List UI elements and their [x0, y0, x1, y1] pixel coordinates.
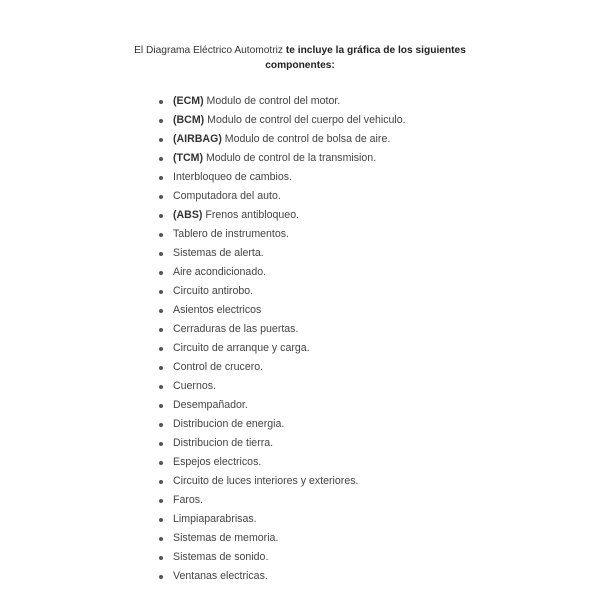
bullet-icon — [159, 119, 163, 123]
component-code: (BCM) — [173, 114, 205, 126]
list-item — [158, 377, 406, 396]
list-item — [158, 529, 406, 548]
component-label: Modulo de control del cuerpo del vehiculo. — [204, 114, 406, 126]
component-label: Ventanas electricas. — [173, 570, 268, 582]
component-code: (ECM) — [173, 95, 204, 107]
component-label: Limpiaparabrisas. — [173, 513, 257, 525]
list-item — [158, 301, 406, 320]
bullet-icon — [159, 195, 163, 199]
component-label: Frenos antibloqueo. — [202, 209, 300, 221]
list-item — [158, 320, 406, 339]
list-item — [158, 434, 406, 453]
component-code: (TCM) — [173, 152, 204, 164]
list-item — [158, 168, 406, 187]
list-item — [158, 415, 406, 434]
component-label: Circuito antirobo. — [173, 285, 254, 297]
list-item — [158, 263, 406, 282]
component-label: Desempañador. — [173, 399, 248, 411]
component-label: Interbloqueo de cambios. — [173, 171, 292, 183]
component-label: Distribucion de energia. — [173, 418, 285, 430]
list-item — [158, 358, 406, 377]
list-item — [158, 396, 406, 415]
bullet-icon — [159, 423, 163, 427]
bullet-icon — [159, 290, 163, 294]
component-label: Espejos electricos. — [173, 456, 262, 468]
bullet-icon — [159, 518, 163, 522]
bullet-icon — [159, 271, 163, 275]
component-label: Distribucion de tierra. — [173, 437, 274, 449]
list-item — [158, 548, 406, 567]
bullet-icon — [159, 404, 163, 408]
component-code: (ABS) — [173, 209, 203, 221]
bullet-icon — [159, 556, 163, 560]
component-label: Tablero de instrumentos. — [173, 228, 290, 240]
component-list — [158, 92, 406, 586]
bullet-icon — [159, 461, 163, 465]
intro-normal-text: El Diagrama Eléctrico Automotriz — [134, 45, 286, 56]
bullet-icon — [159, 100, 163, 104]
component-label: Cuernos. — [173, 380, 216, 392]
bullet-icon — [159, 176, 163, 180]
bullet-icon — [159, 385, 163, 389]
list-item — [158, 244, 406, 263]
component-label: Cerraduras de las puertas. — [173, 323, 299, 335]
component-label: Control de crucero. — [173, 361, 264, 373]
bullet-icon — [159, 499, 163, 503]
intro-line-2: componentes: — [265, 60, 335, 71]
bullet-icon — [159, 252, 163, 256]
bullet-icon — [159, 442, 163, 446]
component-code: (AIRBAG) — [173, 133, 222, 145]
intro-paragraph — [0, 43, 600, 73]
component-label: Sistemas de sonido. — [173, 551, 269, 563]
list-item — [158, 187, 406, 206]
bullet-icon — [159, 480, 163, 484]
list-item — [158, 111, 406, 130]
list-item — [158, 225, 406, 244]
list-item — [158, 567, 406, 586]
component-label: Circuito de luces interiores y exteriores. — [173, 475, 359, 487]
intro-line-1 — [0, 43, 600, 58]
component-label: Modulo de control de bolsa de aire. — [221, 133, 391, 145]
list-item — [158, 339, 406, 358]
list-item — [158, 282, 406, 301]
component-label: Aire acondicionado. — [173, 266, 267, 278]
list-item — [158, 472, 406, 491]
component-label: Sistemas de alerta. — [173, 247, 264, 259]
bullet-icon — [159, 157, 163, 161]
component-label: Circuito de arranque y carga. — [173, 342, 310, 354]
bullet-icon — [159, 366, 163, 370]
list-item — [158, 510, 406, 529]
component-label: Computadora del auto. — [173, 190, 281, 202]
list-item — [158, 206, 406, 225]
bullet-icon — [159, 537, 163, 541]
bullet-icon — [159, 328, 163, 332]
bullet-icon — [159, 214, 163, 218]
bullet-icon — [159, 233, 163, 237]
bullet-icon — [159, 575, 163, 579]
list-item — [158, 130, 406, 149]
list-item — [158, 453, 406, 472]
bullet-icon — [159, 138, 163, 142]
component-label: Asientos electricos — [173, 304, 262, 316]
component-label: Modulo de control de la transmision. — [203, 152, 377, 164]
list-item — [158, 491, 406, 510]
component-label: Faros. — [173, 494, 204, 506]
intro-bold-text: te incluye la gráfica de los siguientes — [285, 45, 466, 56]
list-item — [158, 92, 406, 111]
bullet-icon — [159, 309, 163, 313]
component-label: Sistemas de memoria. — [173, 532, 279, 544]
component-label: Modulo de control del motor. — [203, 95, 341, 107]
bullet-icon — [159, 347, 163, 351]
list-item — [158, 149, 406, 168]
